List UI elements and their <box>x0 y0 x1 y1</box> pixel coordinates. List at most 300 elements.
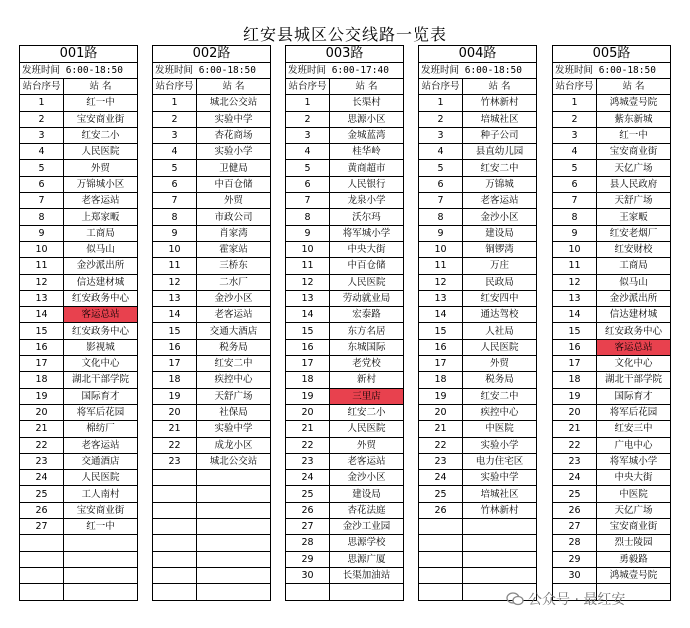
stop-seq: 15 <box>286 323 330 339</box>
stop-seq: 4 <box>553 144 597 160</box>
table-row <box>153 241 270 257</box>
seq-header: 站台序号 <box>419 79 463 95</box>
table-row <box>419 486 536 502</box>
stop-seq <box>153 567 197 583</box>
stop-name: 将军城小学 <box>330 225 404 241</box>
stop-seq: 8 <box>20 209 64 225</box>
stop-seq: 9 <box>286 225 330 241</box>
stop-seq: 1 <box>153 95 197 111</box>
stop-name: 天舒广场 <box>597 193 671 209</box>
table-row <box>553 502 670 518</box>
table-row <box>286 551 403 567</box>
stop-seq: 1 <box>20 95 64 111</box>
stop-name: 建设局 <box>463 225 537 241</box>
table-row <box>20 274 137 290</box>
stop-seq: 27 <box>286 519 330 535</box>
table-row <box>20 584 137 600</box>
name-header: 站 名 <box>597 79 671 95</box>
stop-seq <box>419 551 463 567</box>
stop-seq <box>153 519 197 535</box>
stop-name: 税务局 <box>463 372 537 388</box>
stop-seq: 5 <box>20 160 64 176</box>
stop-seq: 2 <box>286 111 330 127</box>
table-row <box>153 519 270 535</box>
table-row <box>553 356 670 372</box>
stop-seq: 6 <box>553 176 597 192</box>
stop-seq: 22 <box>286 437 330 453</box>
stop-seq: 9 <box>419 225 463 241</box>
stop-seq: 13 <box>553 290 597 306</box>
stop-name: 红安政务中心 <box>64 323 138 339</box>
table-header-row <box>286 79 403 95</box>
table-row <box>153 421 270 437</box>
table-row <box>286 421 403 437</box>
stop-seq: 19 <box>20 388 64 404</box>
stop-seq: 14 <box>153 307 197 323</box>
stop-seq: 19 <box>419 388 463 404</box>
stop-name: 培城社区 <box>463 111 537 127</box>
stop-name: 交通酒店 <box>64 453 138 469</box>
stop-name: 红安三中 <box>597 421 671 437</box>
stop-seq: 15 <box>20 323 64 339</box>
stop-seq: 23 <box>153 453 197 469</box>
table-row <box>20 193 137 209</box>
stop-name: 黄商超市 <box>330 160 404 176</box>
stop-seq: 14 <box>553 307 597 323</box>
table-row <box>553 241 670 257</box>
stop-seq: 6 <box>20 176 64 192</box>
stop-seq: 8 <box>153 209 197 225</box>
table-row <box>20 339 137 355</box>
table-row <box>286 307 403 323</box>
stop-name: 将军城小学 <box>597 453 671 469</box>
table-row <box>553 404 670 420</box>
table-row <box>153 470 270 486</box>
table-row <box>419 453 536 469</box>
stop-seq <box>20 584 64 600</box>
stop-name: 万锦城小区 <box>64 176 138 192</box>
route-name: 005路 <box>553 46 670 63</box>
stop-seq: 1 <box>286 95 330 111</box>
stop-seq <box>20 567 64 583</box>
stop-seq: 8 <box>419 209 463 225</box>
stop-seq: 22 <box>20 437 64 453</box>
table-row <box>153 209 270 225</box>
table-row <box>553 470 670 486</box>
stop-name: 老客运站 <box>197 307 271 323</box>
stop-name <box>197 584 271 600</box>
table-row <box>20 258 137 274</box>
stop-name <box>64 584 138 600</box>
table-row <box>553 519 670 535</box>
table-row <box>553 290 670 306</box>
table-row <box>20 160 137 176</box>
table-row <box>153 339 270 355</box>
table-row <box>20 421 137 437</box>
stop-seq: 18 <box>153 372 197 388</box>
stop-name: 老党校 <box>330 356 404 372</box>
stop-name: 宝安商业街 <box>64 111 138 127</box>
stop-seq: 25 <box>20 486 64 502</box>
stop-name: 社保局 <box>197 404 271 420</box>
stop-seq: 4 <box>419 144 463 160</box>
stop-name: 信达建材城 <box>597 307 671 323</box>
page-title: 红安县城区公交线路一览表 <box>242 25 447 44</box>
stop-seq: 27 <box>553 519 597 535</box>
seq-header: 站台序号 <box>553 79 597 95</box>
table-row <box>553 339 670 355</box>
stop-seq: 16 <box>286 339 330 355</box>
stop-name: 红安老烟厂 <box>597 225 671 241</box>
stop-name: 沃尔玛 <box>330 209 404 225</box>
table-row <box>553 372 670 388</box>
table-row <box>286 258 403 274</box>
table-row <box>20 356 137 372</box>
stop-name: 龙泉小学 <box>330 193 404 209</box>
stop-name: 人民银行 <box>330 176 404 192</box>
table-row <box>419 437 536 453</box>
stops-table <box>20 79 137 600</box>
table-row <box>286 111 403 127</box>
name-header: 站 名 <box>463 79 537 95</box>
stop-seq: 17 <box>153 356 197 372</box>
stop-name: 影视城 <box>64 339 138 355</box>
stop-seq: 2 <box>419 111 463 127</box>
stop-name: 霍家站 <box>197 241 271 257</box>
stop-seq: 23 <box>20 453 64 469</box>
table-row <box>20 372 137 388</box>
stop-seq: 9 <box>20 225 64 241</box>
stop-name: 竹林新村 <box>463 502 537 518</box>
stop-name: 广电中心 <box>597 437 671 453</box>
stop-seq: 11 <box>20 258 64 274</box>
stop-seq: 13 <box>286 290 330 306</box>
stop-name <box>463 567 537 583</box>
stop-name <box>197 519 271 535</box>
table-row <box>153 404 270 420</box>
stop-seq: 4 <box>20 144 64 160</box>
table-row <box>553 95 670 111</box>
stop-name: 老客运站 <box>64 193 138 209</box>
stop-name: 思源学校 <box>330 535 404 551</box>
table-row <box>419 193 536 209</box>
table-row <box>20 502 137 518</box>
stop-seq: 25 <box>419 486 463 502</box>
stop-seq: 3 <box>153 127 197 143</box>
stop-name: 烈士陵园 <box>597 535 671 551</box>
stop-seq: 11 <box>286 258 330 274</box>
stop-name <box>463 551 537 567</box>
stop-name: 竹林新村 <box>463 95 537 111</box>
stop-seq: 28 <box>553 535 597 551</box>
stop-name: 思源小区 <box>330 111 404 127</box>
stop-seq: 10 <box>553 241 597 257</box>
stop-name: 宝安商业街 <box>597 519 671 535</box>
stop-seq: 18 <box>419 372 463 388</box>
stop-seq: 2 <box>20 111 64 127</box>
stop-name: 勇毅路 <box>597 551 671 567</box>
table-row <box>286 209 403 225</box>
stop-name: 中医院 <box>597 486 671 502</box>
table-row <box>153 225 270 241</box>
stop-name <box>64 567 138 583</box>
stop-seq: 20 <box>286 404 330 420</box>
stop-name: 工商局 <box>64 225 138 241</box>
watermark-text: 公众号 · 最红安 <box>528 592 626 608</box>
stop-name: 红一中 <box>64 519 138 535</box>
table-row <box>419 421 536 437</box>
stop-name: 老客运站 <box>64 437 138 453</box>
table-row <box>153 486 270 502</box>
table-row <box>20 225 137 241</box>
stop-name <box>197 567 271 583</box>
table-row <box>20 290 137 306</box>
table-row <box>553 307 670 323</box>
stop-seq: 20 <box>553 404 597 420</box>
table-row <box>20 388 137 404</box>
table-row <box>153 307 270 323</box>
table-row <box>553 111 670 127</box>
stop-name: 新村 <box>330 372 404 388</box>
stop-name: 红安政务中心 <box>64 290 138 306</box>
name-header: 站 名 <box>330 79 404 95</box>
stop-seq: 6 <box>153 176 197 192</box>
table-row <box>20 241 137 257</box>
table-row <box>20 95 137 111</box>
stop-name: 三桥东 <box>197 258 271 274</box>
stop-name <box>197 535 271 551</box>
stop-seq: 17 <box>20 356 64 372</box>
stop-seq: 12 <box>553 274 597 290</box>
stop-name: 实验中学 <box>463 470 537 486</box>
stop-name: 红一中 <box>64 95 138 111</box>
stop-name: 成龙小区 <box>197 437 271 453</box>
table-row <box>153 95 270 111</box>
stop-name: 杏花商场 <box>197 127 271 143</box>
stop-name <box>64 535 138 551</box>
stop-name: 劳动就业局 <box>330 290 404 306</box>
stop-seq: 5 <box>286 160 330 176</box>
stop-seq: 3 <box>553 127 597 143</box>
route-table-1 <box>19 45 138 601</box>
stop-seq <box>153 470 197 486</box>
table-row <box>419 176 536 192</box>
table-row <box>286 372 403 388</box>
table-row <box>20 519 137 535</box>
table-row <box>419 241 536 257</box>
stop-name: 人民医院 <box>64 470 138 486</box>
stop-name: 宝安商业街 <box>597 144 671 160</box>
stop-seq: 14 <box>419 307 463 323</box>
table-row <box>419 127 536 143</box>
table-row <box>153 144 270 160</box>
table-row <box>20 437 137 453</box>
stop-seq: 26 <box>286 502 330 518</box>
table-row <box>20 567 137 583</box>
stop-name: 老客运站 <box>330 453 404 469</box>
table-row <box>419 323 536 339</box>
stop-seq: 17 <box>286 356 330 372</box>
table-row <box>286 339 403 355</box>
table-row <box>553 421 670 437</box>
stop-seq: 27 <box>20 519 64 535</box>
stop-seq: 10 <box>419 241 463 257</box>
stop-seq: 24 <box>286 470 330 486</box>
table-row <box>153 437 270 453</box>
stop-name: 国际育才 <box>64 388 138 404</box>
table-row <box>153 193 270 209</box>
table-row <box>20 209 137 225</box>
stop-seq: 16 <box>20 339 64 355</box>
table-header-row <box>20 79 137 95</box>
stop-name: 万庄 <box>463 258 537 274</box>
stop-seq: 21 <box>153 421 197 437</box>
stop-name: 红一中 <box>597 127 671 143</box>
stop-seq: 22 <box>153 437 197 453</box>
stop-name: 金沙小区 <box>463 209 537 225</box>
stop-name: 民政局 <box>463 274 537 290</box>
stop-name: 中医院 <box>463 421 537 437</box>
route-schedule: 发班时间 6:00-17:40 <box>286 63 403 79</box>
route-name: 003路 <box>286 46 403 63</box>
table-row <box>20 111 137 127</box>
seq-header: 站台序号 <box>20 79 64 95</box>
stop-seq <box>419 519 463 535</box>
stop-seq: 12 <box>153 274 197 290</box>
table-row <box>553 225 670 241</box>
table-row <box>286 323 403 339</box>
stop-name: 红安二中 <box>463 388 537 404</box>
table-row <box>153 127 270 143</box>
table-row <box>153 111 270 127</box>
stop-seq: 25 <box>553 486 597 502</box>
table-row <box>553 144 670 160</box>
table-row <box>153 502 270 518</box>
stop-name: 长渠加油站 <box>330 567 404 583</box>
stop-name: 实验小学 <box>463 437 537 453</box>
stop-seq: 15 <box>153 323 197 339</box>
stop-name: 鸿城壹号院 <box>597 95 671 111</box>
stop-seq: 13 <box>419 290 463 306</box>
table-row <box>419 567 536 583</box>
stop-name: 二水厂 <box>197 274 271 290</box>
stop-seq: 7 <box>553 193 597 209</box>
table-row <box>419 144 536 160</box>
stop-name: 人民医院 <box>64 144 138 160</box>
stop-name <box>197 470 271 486</box>
table-row <box>419 111 536 127</box>
stop-name: 棉纺厂 <box>64 421 138 437</box>
stop-seq: 4 <box>286 144 330 160</box>
table-row <box>153 160 270 176</box>
stop-seq: 12 <box>20 274 64 290</box>
stop-seq: 16 <box>419 339 463 355</box>
table-row <box>153 535 270 551</box>
table-row <box>419 551 536 567</box>
stop-name: 湖北干部学院 <box>64 372 138 388</box>
stop-name: 人社局 <box>463 323 537 339</box>
stop-seq: 21 <box>419 421 463 437</box>
stop-name: 万锦城 <box>463 176 537 192</box>
table-row <box>286 519 403 535</box>
stop-seq: 15 <box>419 323 463 339</box>
stop-name: 中百仓储 <box>197 176 271 192</box>
stop-seq: 10 <box>20 241 64 257</box>
table-row <box>419 225 536 241</box>
table-row <box>553 535 670 551</box>
stop-name <box>197 486 271 502</box>
table-row <box>286 470 403 486</box>
stop-name: 信达建材城 <box>64 274 138 290</box>
stop-seq: 24 <box>553 470 597 486</box>
stop-name: 天舒广场 <box>197 388 271 404</box>
table-row <box>553 437 670 453</box>
stop-seq: 3 <box>419 127 463 143</box>
stop-seq: 17 <box>419 356 463 372</box>
table-row <box>286 241 403 257</box>
stop-seq: 18 <box>286 372 330 388</box>
stop-name: 外贸 <box>64 160 138 176</box>
table-row <box>286 535 403 551</box>
stop-name: 宝安商业街 <box>64 502 138 518</box>
stop-seq: 18 <box>20 372 64 388</box>
stop-name: 金城蓝湾 <box>330 127 404 143</box>
stop-seq: 10 <box>153 241 197 257</box>
stop-seq: 21 <box>20 421 64 437</box>
table-row <box>286 502 403 518</box>
table-row <box>20 453 137 469</box>
table-row <box>286 404 403 420</box>
stop-seq: 5 <box>419 160 463 176</box>
stop-seq: 23 <box>553 453 597 469</box>
stop-seq: 21 <box>553 421 597 437</box>
stop-name: 红安四中 <box>463 290 537 306</box>
stop-seq <box>153 486 197 502</box>
table-row <box>153 176 270 192</box>
stop-name: 天亿广场 <box>597 502 671 518</box>
stop-name <box>64 551 138 567</box>
stop-seq: 19 <box>286 388 330 404</box>
stop-seq <box>419 535 463 551</box>
stop-name: 红安财校 <box>597 241 671 257</box>
table-row <box>286 356 403 372</box>
table-row <box>153 258 270 274</box>
stop-seq: 6 <box>419 176 463 192</box>
stop-seq: 14 <box>286 307 330 323</box>
table-row <box>419 388 536 404</box>
stop-name <box>463 519 537 535</box>
stop-seq: 9 <box>553 225 597 241</box>
table-row <box>286 584 403 600</box>
stop-name: 东方名居 <box>330 323 404 339</box>
stop-name: 天亿广场 <box>597 160 671 176</box>
stop-seq: 7 <box>153 193 197 209</box>
stop-name: 城北公交站 <box>197 95 271 111</box>
stop-name: 交通大酒店 <box>197 323 271 339</box>
seq-header: 站台序号 <box>153 79 197 95</box>
table-row <box>286 486 403 502</box>
stop-name: 税务局 <box>197 339 271 355</box>
stop-seq: 24 <box>20 470 64 486</box>
stop-name: 通达驾校 <box>463 307 537 323</box>
route-table-2 <box>152 45 271 601</box>
stop-name: 红安二中 <box>197 356 271 372</box>
table-row <box>419 535 536 551</box>
stop-name-highlighted: 三里店 <box>330 388 404 404</box>
table-row <box>553 258 670 274</box>
table-row <box>553 551 670 567</box>
table-row <box>419 502 536 518</box>
